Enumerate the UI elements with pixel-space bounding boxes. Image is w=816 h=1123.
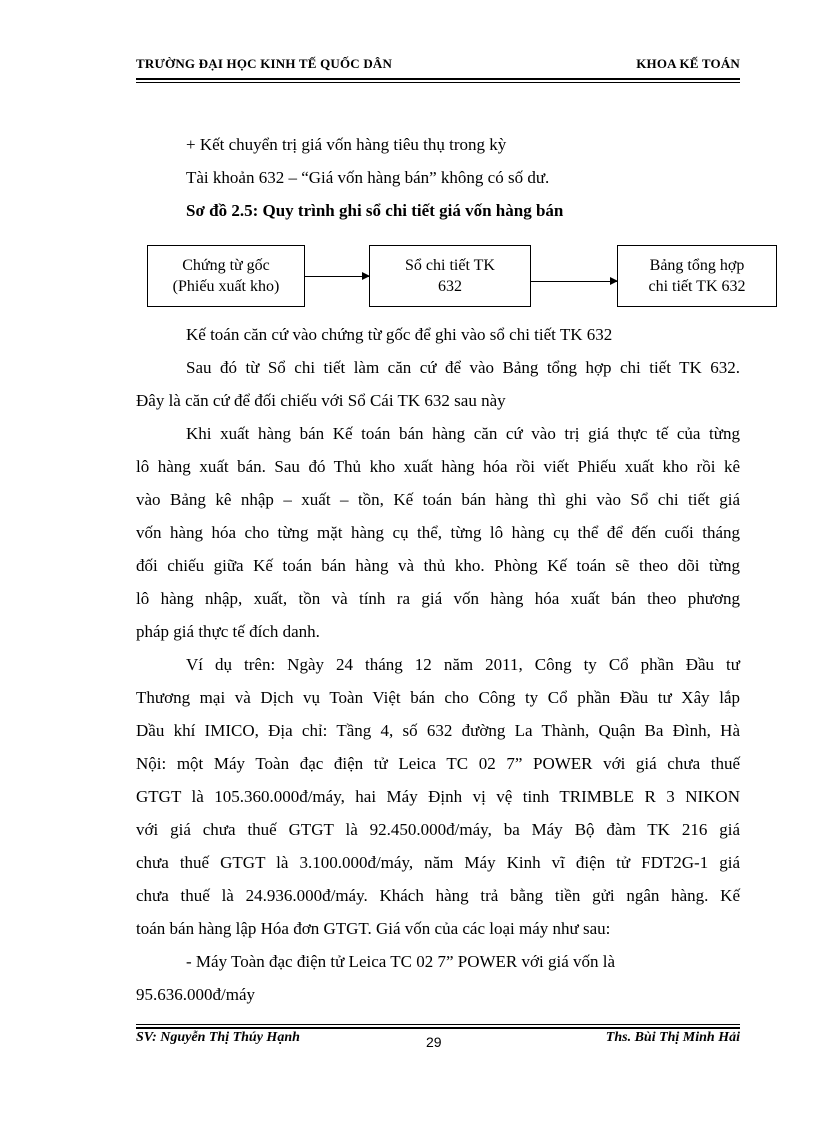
footer-student: SV: Nguyễn Thị Thúy Hạnh — [136, 1030, 300, 1045]
footer-rule — [136, 1027, 740, 1029]
paragraph-4-line-3: Dầu khí IMICO, Địa chỉ: Tầng 4, số 632 đường La Thành, Quận Ba Đình, Hà — [136, 721, 740, 740]
paragraph-2-line-2: Đây là căn cứ để đối chiếu với Sổ Cái TK 632 sau này — [136, 391, 506, 410]
diagram-title: Sơ đồ 2.5: Quy trình ghi sổ chi tiết giá vốn hàng bán — [186, 201, 564, 220]
footer-advisor: Ths. Bùi Thị Minh Hải — [605, 1030, 740, 1045]
box-source-documents — [147, 245, 305, 307]
paragraph-1: Kế toán căn cứ vào chứng từ gốc để ghi vào sổ chi tiết TK 632 — [186, 325, 613, 344]
paragraph-3-line-2: lô hàng xuất bán. Sau đó Thủ kho xuất hàng hóa rồi viết Phiếu xuất kho rồi kê — [136, 457, 740, 476]
paragraph-4-line-6: với giá chưa thuế GTGT là 92.450.000đ/máy, ba Máy Bộ đàm TK 216 giá — [136, 820, 740, 839]
header-school: TRƯỜNG ĐẠI HỌC KINH TẾ QUỐC DÂN — [136, 56, 393, 71]
header-rule-thin — [136, 82, 740, 83]
paragraph-3-line-3: vào Bảng kê nhập – xuất – tồn, Kế toán bán hàng thì ghi vào Sổ chi tiết giá — [136, 490, 740, 509]
paragraph-4-line-5: GTGT là 105.360.000đ/máy, hai Máy Định vị vệ tinh TRIMBLE R 3 NIKON — [136, 787, 740, 806]
box-detail-ledger-line1: Sổ chi tiết TK — [405, 257, 495, 274]
page-number: 29 — [426, 1034, 442, 1050]
paragraph-2-line-1: Sau đó từ Sổ chi tiết làm căn cứ để vào Bảng tổng hợp chi tiết TK 632. — [186, 358, 740, 377]
arrow-1 — [305, 276, 369, 277]
paragraph-3-line-6: lô hàng nhập, xuất, tồn và tính ra giá vốn hàng hóa xuất bán theo phương — [136, 589, 740, 608]
paragraph-4-line-2: Thương mại và Dịch vụ Toàn Việt bán cho Công ty Cổ phần Đầu tư Xây lắp — [136, 688, 740, 707]
paragraph-3-line-5: đối chiếu giữa Kế toán bán hàng và thủ kho. Phòng Kế toán sẽ theo dõi từng — [136, 556, 740, 575]
box-detail-ledger — [369, 245, 531, 307]
intro-line-1: + Kết chuyển trị giá vốn hàng tiêu thụ trong kỳ — [186, 135, 507, 154]
paragraph-4-line-8: chưa thuế là 24.936.000đ/máy. Khách hàng trả bằng tiền gửi ngân hàng. Kế — [136, 886, 740, 905]
box-detail-ledger-line2: 632 — [438, 278, 462, 295]
paragraph-5-line-1: - Máy Toàn đạc điện tử Leica TC 02 7” POWER với giá vốn là — [186, 952, 616, 971]
paragraph-3-line-1: Khi xuất hàng bán Kế toán bán hàng căn cứ vào trị giá thực tế của từng — [186, 424, 740, 443]
paragraph-3-line-4: vốn hàng hóa cho từng mặt hàng cụ thể, từng lô hàng cụ thể để đến cuối tháng — [136, 523, 740, 542]
header-faculty: KHOA KẾ TOÁN — [636, 56, 740, 71]
box-summary-table — [617, 245, 777, 307]
intro-line-2: Tài khoản 632 – “Giá vốn hàng bán” không có số dư. — [186, 168, 550, 187]
page-header — [136, 56, 740, 72]
footer-rule-thin — [136, 1024, 740, 1025]
paragraph-4-line-7: chưa thuế GTGT là 3.100.000đ/máy, năm Máy Kinh vĩ điện tử FDT2G-1 giá — [136, 853, 740, 872]
header-rule — [136, 78, 740, 80]
paragraph-3-line-7: pháp giá thực tế đích danh. — [136, 622, 320, 641]
arrow-2 — [531, 281, 617, 282]
paragraph-4-line-9: toán bán hàng lập Hóa đơn GTGT. Giá vốn của các loại máy như sau: — [136, 919, 611, 938]
paragraph-5-line-2: 95.636.000đ/máy — [136, 985, 255, 1004]
box-source-documents-line1: Chứng từ gốc — [182, 257, 270, 274]
box-source-documents-line2: (Phiếu xuất kho) — [172, 278, 280, 295]
box-summary-table-line2: chi tiết TK 632 — [648, 278, 746, 295]
paragraph-4-line-4: Nội: một Máy Toàn đạc điện tử Leica TC 02 7” POWER với giá chưa thuế — [136, 754, 740, 773]
box-summary-table-line1: Bảng tổng hợp — [649, 257, 745, 274]
paragraph-4-line-1: Ví dụ trên: Ngày 24 tháng 12 năm 2011, Công ty Cổ phần Đầu tư — [186, 655, 740, 674]
